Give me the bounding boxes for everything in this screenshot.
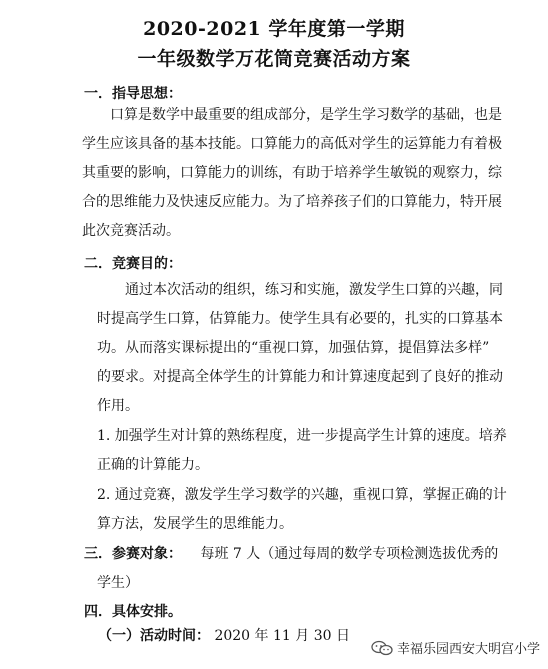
goal-item-1-line-2: 正确的计算能力。: [97, 457, 209, 473]
goal-paragraph: [97, 276, 503, 421]
goal-line-3: 功。从而落实课标提出的“重视口算，加强估算，提倡算法多样”: [97, 340, 490, 356]
goal-item-2-line-2: 算方法，发展学生的思维能力。: [97, 516, 293, 532]
guide-line-3: 其重要的影响，口算能力的训练，有助于培养学生敏锐的观察力，综: [82, 165, 502, 181]
schedule-time-label: （一）活动时间：: [98, 628, 210, 644]
document-title-line1: 2020-2021 学年度第一学期: [143, 18, 405, 40]
section-heading-guide: 一．指导思想：: [84, 86, 182, 102]
wechat-icon: [371, 640, 393, 656]
goal-line-1: 通过本次活动的组织，练习和实施，激发学生口算的兴趣，同: [125, 282, 503, 298]
guide-line-4: 合的思维能力及快速反应能力。为了培养孩子们的口算能力，特开展: [82, 194, 502, 210]
goal-line-2: 时提高学生口算，估算能力。使学生具有必要的，扎实的口算基本: [97, 311, 503, 327]
guide-line-2: 学生应该具备的基本技能。口算能力的高低对学生的运算能力有着极: [82, 136, 502, 152]
schedule-time-value: 2020 年 11 月 30 日: [214, 628, 350, 644]
guide-line-5: 此次竞赛活动。: [82, 223, 180, 239]
watermark-text: 幸福乐园西安大明宫小学: [396, 642, 540, 657]
goal-item-1: [97, 422, 507, 480]
schedule-time: [98, 622, 350, 651]
section-heading-schedule: 四．具体安排。: [84, 604, 182, 620]
document-title-line2: 一年级数学万花筒竞赛活动方案: [137, 48, 411, 70]
goal-item-2-line-1: 2. 通过竞赛，激发学生学习数学的兴趣，重视口算，掌握正确的计: [97, 487, 507, 503]
participants-text: 每班 7 人（通过每周的数学专项检测选拔优秀的: [200, 546, 499, 562]
goal-line-5: 作用。: [97, 398, 139, 414]
guide-paragraph: [82, 101, 502, 246]
guide-line-1: 口算是数学中最重要的组成部分，是学生学习数学的基础，也是: [110, 107, 502, 123]
goal-line-4: 的要求。对提高全体学生的计算能力和计算速度起到了良好的推动: [97, 369, 503, 385]
participants-block: [84, 540, 498, 598]
goal-item-2: [97, 481, 507, 539]
watermark: [371, 638, 540, 657]
participants-text-2: 学生）: [97, 575, 139, 591]
goal-item-1-line-1: 1. 加强学生对计算的熟练程度，进一步提高学生计算的速度。培养: [97, 428, 507, 444]
section-heading-goal: 二．竞赛目的：: [84, 256, 182, 272]
section-heading-participants: 三．参赛对象：: [84, 546, 182, 562]
